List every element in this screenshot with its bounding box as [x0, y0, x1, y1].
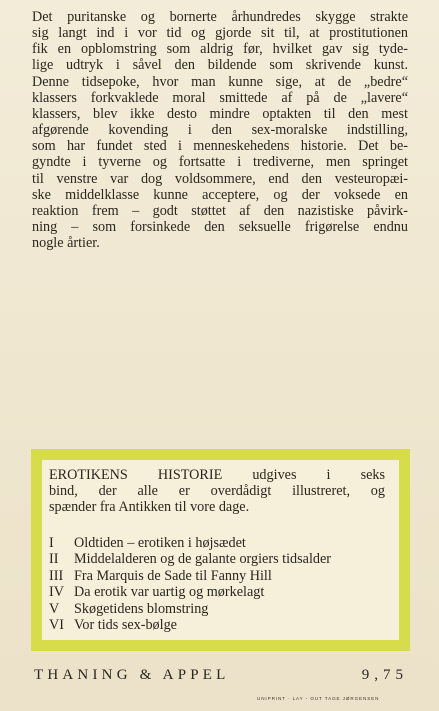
blurb-line: sig langt ind i vor tid og gjorde sit til, at prostitutionen — [32, 25, 408, 42]
volume-item — [49, 568, 389, 584]
price-label: 9,75 — [361, 667, 408, 683]
volume-item — [49, 551, 389, 567]
blurb-line: som har fundet sted i menneskehedens historie. Det be- — [32, 138, 408, 155]
volume-number: VI — [49, 617, 64, 634]
series-intro-text: udgives i seks — [222, 467, 385, 483]
series-intro-line: bind, der alle er overdådigt illustreret, og — [49, 483, 385, 500]
volume-number: I — [49, 535, 54, 551]
volume-item — [49, 535, 389, 551]
volume-title: Vor tids sex-bølge — [74, 617, 177, 634]
print-credit: UNIPRINT · LAY - OUT TAGE JØRGENSEN — [257, 696, 380, 701]
blurb-line: Det puritanske og bornerte århundredes skygge strakte — [32, 9, 408, 25]
volume-title: Oldtiden – erotiken i højsædet — [74, 535, 246, 551]
blurb-line: reaktion frem – godt støttet af den nazistiske påvirk- — [32, 202, 408, 219]
blurb-paragraph — [32, 9, 408, 251]
blurb-line: gyndte i tyverne og fortsatte i trediverne, men springet — [32, 154, 408, 171]
blurb-line: til venstre var dog voldsommere, end den vesteuropæi- — [32, 170, 408, 187]
blurb-line: nogle årtier. — [32, 235, 100, 252]
volume-item — [49, 601, 389, 617]
volume-number: III — [49, 567, 64, 584]
volume-number: V — [49, 600, 60, 617]
blurb-line: fik en opblomstring som aldrig før, hvilket gav sig tyde- — [32, 41, 408, 58]
blurb-line: lige udtryk i såvel den bildende som skrivende kunst. — [32, 57, 408, 74]
volume-list — [49, 535, 389, 633]
volume-title: Middelalderen og de galante orgiers tidsalder — [74, 551, 331, 568]
volume-number: II — [49, 551, 59, 568]
blurb-line: Denne tidsepoke, hvor man kunne sige, at de „bedre“ — [32, 73, 408, 90]
volume-title: Da erotik var uartig og mørkelagt — [74, 584, 265, 601]
series-title: EROTIKENS HISTORIE — [49, 467, 223, 483]
series-info-panel — [42, 460, 399, 640]
volume-title: Fra Marquis de Sade til Fanny Hill — [74, 567, 272, 584]
series-intro-line — [49, 467, 385, 483]
series-info-box — [31, 449, 410, 651]
blurb-line: afgørende kovending i den sex-moralske indstilling, — [32, 122, 408, 139]
blurb-line: ning – som forsinkede den seksuelle frigørelse endnu — [32, 219, 408, 236]
cover-footer — [34, 667, 408, 684]
volume-item — [49, 617, 389, 633]
blurb-line: klassers, blev ikke desto mindre optakten til den mest — [32, 105, 408, 122]
volume-title: Skøgetidens blomstring — [74, 600, 209, 617]
publisher-name: THANING & APPEL — [34, 667, 230, 683]
volume-number: IV — [49, 584, 64, 601]
series-intro-line: spænder fra Antikken til vore dage. — [49, 499, 250, 516]
volume-item — [49, 584, 389, 600]
blurb-line: ske middelklasse kunne acceptere, og der voksede en — [32, 186, 408, 203]
series-intro — [49, 467, 385, 516]
blurb-line: klassers forkvaklede moral smittede af på de „lavere“ — [32, 89, 408, 106]
